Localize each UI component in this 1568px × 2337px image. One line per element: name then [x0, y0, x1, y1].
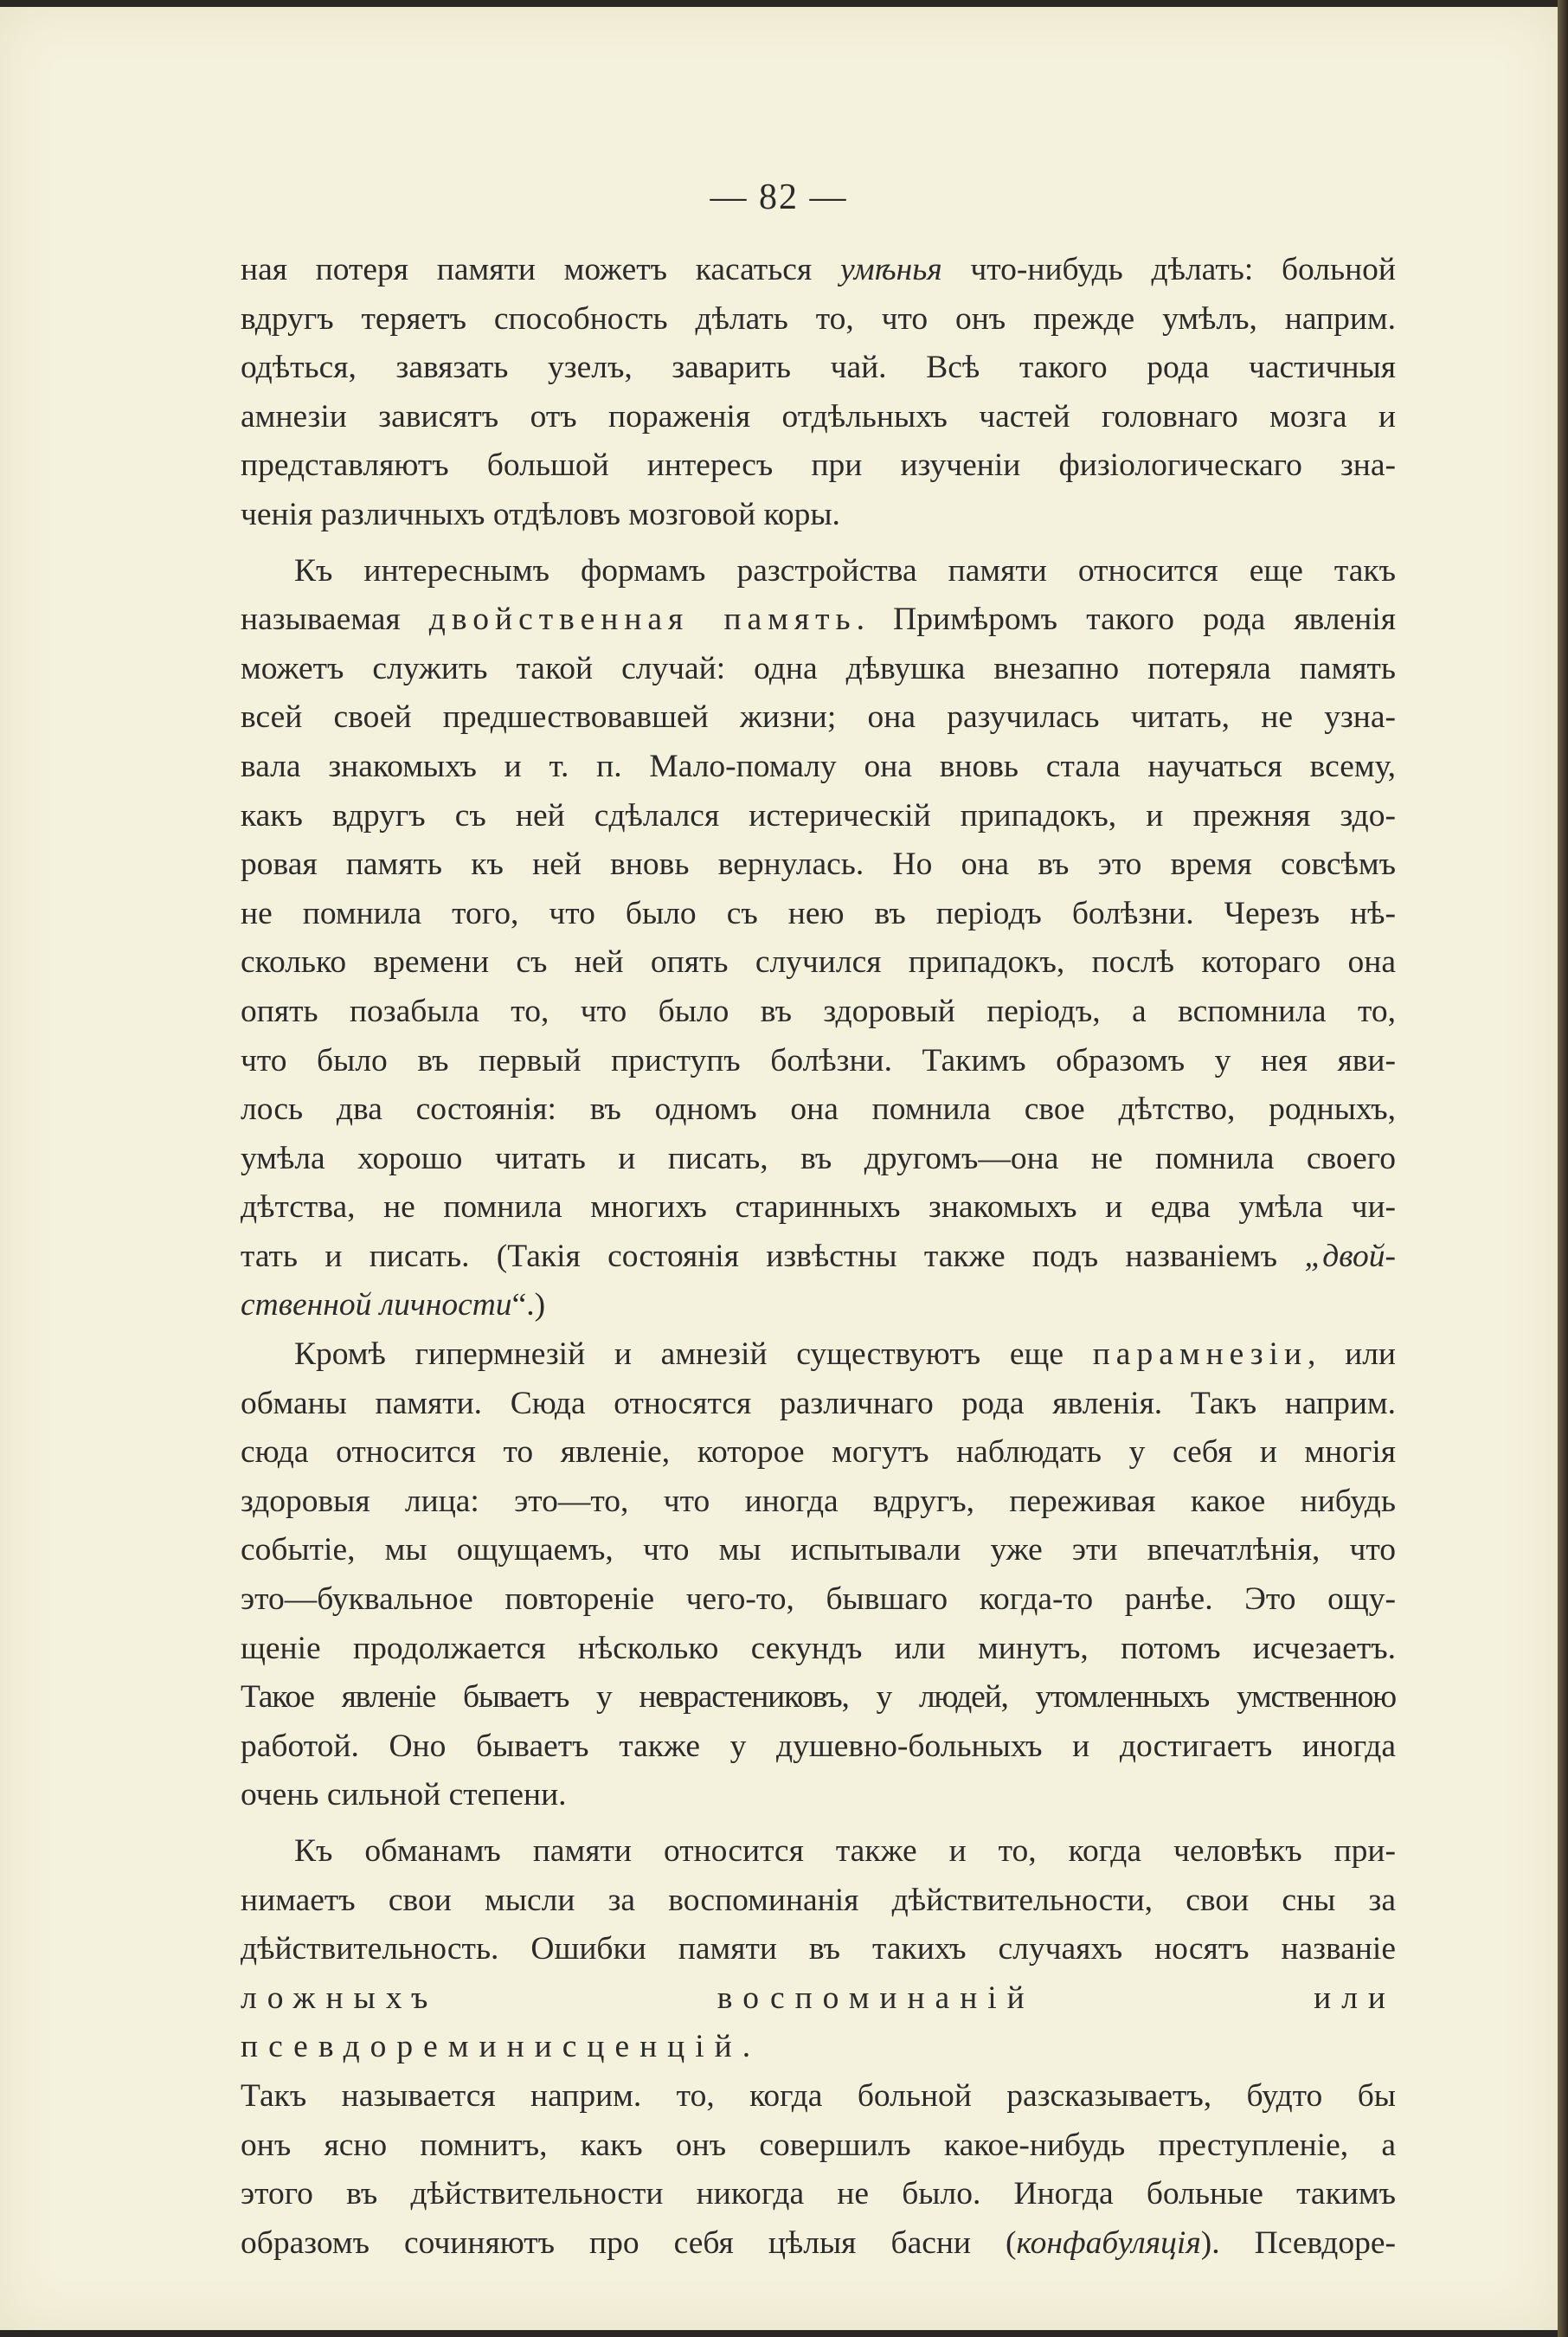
text-line: работой. Оно бываетъ также у душевно-больныхъ и достигаетъ иногда [241, 1728, 1396, 1764]
text-line: не помнила того, что было съ нею въ періодъ болѣзни. Черезъ нѣ- [241, 895, 1396, 931]
text-line: дѣйствительность. Ошибки памяти въ такихъ случаяхъ носятъ названіе [241, 1931, 1396, 1967]
text-line: опять позабыла то, что было въ здоровый періодъ, а вспомнила то, [241, 993, 1396, 1029]
text-line: обманы памяти. Сюда относятся различнаго рода явленія. Такъ наприм. [241, 1385, 1396, 1421]
text-line: всей своей предшествовавшей жизни; она разучилась читать, не узна- [241, 699, 1396, 736]
text-line: представляютъ большой интересъ при изученіи физіологическаго зна- [241, 447, 1396, 484]
text-line: что было въ первый приступъ болѣзни. Такимъ образомъ у нея яви- [241, 1042, 1396, 1078]
text-line [241, 1281, 1396, 1330]
text-span: ная потеря памяти можетъ касаться [241, 252, 840, 287]
book-spine-edge [1558, 0, 1568, 2337]
text-line: вала знакомыхъ и т. п. Мало-помалу она вновь стала научаться всему, [241, 748, 1396, 784]
text-line: ченія различныхъ отдѣловъ мозговой коры. [241, 496, 840, 532]
text-line [241, 2219, 1396, 2269]
text-span: образомъ сочиняютъ про себя цѣлыя басни ( [241, 2224, 1017, 2261]
italic-term: конфабуляція [1016, 2224, 1201, 2261]
text-line: ровая память къ ней вновь вернулась. Но она въ это время совсѣмъ [241, 847, 1396, 883]
text-line: здоровыя лица: это—то, что иногда вдругъ, переживая какое нибудь [241, 1483, 1396, 1519]
page-number: — 82 — [710, 177, 848, 217]
book-page [0, 7, 1558, 2330]
text-line: нимаетъ свои мысли за воспоминанія дѣйствительности, свои сны за [241, 1882, 1396, 1918]
text-line: лось два состоянія: въ одномъ она помнила свое дѣтство, родныхъ, [241, 1091, 1396, 1128]
text-line: событіе, мы ощущаемъ, что мы испытывали уже эти впечатлѣнія, что [241, 1532, 1396, 1568]
text-line: щеніе продолжается нѣсколько секундъ или минутъ, потомъ исчезаетъ. [241, 1630, 1396, 1666]
spaced-term: двойственная память [428, 602, 857, 638]
body-text [241, 246, 1396, 2268]
text-span: тать и писать. (Такія состоянія извѣстны также подъ названіемъ [241, 1238, 1305, 1274]
text-line: какъ вдругъ съ ней сдѣлался истерическій припадокъ, и прежняя здо- [241, 797, 1396, 834]
spaced-term: ложныхъ воспоминаній или псевдореминисценцій [241, 1980, 1396, 2065]
text-line: можетъ служить такой случай: одна дѣвушка внезапно потеряла память [241, 650, 1396, 686]
text-line: сюда относится то явленіе, которое могутъ наблюдать у себя и многія [241, 1434, 1396, 1471]
text-line: Такое явленіе бываетъ у неврастениковъ, у людей, утомленныхъ умственною [241, 1679, 1396, 1716]
italic-term: ственной личности [241, 1287, 512, 1323]
italic-term: „двой- [1304, 1238, 1396, 1274]
spaced-term: парамнезіи [1092, 1336, 1308, 1373]
text-line [241, 1974, 1396, 2072]
text-line: онъ ясно помнитъ, какъ онъ совершилъ какое-нибудь преступленіе, а [241, 2127, 1396, 2163]
text-line: одѣться, завязать узелъ, заварить чай. Всѣ такого рода частичныя [241, 350, 1396, 386]
text-span: . Примѣромъ такого рода явленія [856, 602, 1396, 638]
paragraph-start [241, 1330, 1396, 1380]
text-line [241, 1233, 1396, 1282]
text-span: “.) [511, 1287, 546, 1323]
text-line [241, 246, 1396, 295]
text-line: вдругъ теряетъ способность дѣлать то, что онъ прежде умѣлъ, наприм. [241, 300, 1396, 337]
text-span: ). Псевдоре- [1200, 2224, 1396, 2261]
paragraph-start: Къ обманамъ памяти относится также и то, когда человѣкъ при- [294, 1833, 1396, 1869]
text-line [241, 596, 1396, 645]
text-line: Такъ называется наприм. то, когда больной разсказываетъ, будто бы [241, 2077, 1396, 2114]
text-line: умѣла хорошо читать и писать, въ другомъ—она не помнила своего [241, 1140, 1396, 1176]
text-line: очень сильной степени. [241, 1777, 567, 1813]
text-line: дѣтства, не помнила многихъ старинныхъ знакомыхъ и едва умѣла чи- [241, 1189, 1396, 1226]
text-line: амнезіи зависятъ отъ пораженія отдѣльныхъ частей головнаго мозга и [241, 398, 1396, 435]
text-line: сколько времени съ ней опять случился припадокъ, послѣ котораго она [241, 944, 1396, 981]
italic-term: умѣнья [839, 252, 942, 287]
text-span: называемая [241, 602, 429, 638]
text-span: . [742, 2029, 751, 2065]
paragraph-start: Къ интереснымъ формамъ разстройства памяти относится еще такъ [294, 552, 1396, 589]
text-line: это—буквальное повтореніе чего-то, бывшаго когда-то ранѣе. Это ощу- [241, 1581, 1396, 1618]
text-span: Кромѣ гипермнезій и амнезій существуютъ еще [294, 1336, 1093, 1373]
text-span: , или [1308, 1336, 1396, 1373]
text-line: этого въ дѣйствительности никогда не было. Иногда больные такимъ [241, 2176, 1396, 2212]
text-span: что-нибудь дѣлать: больной [941, 252, 1396, 287]
